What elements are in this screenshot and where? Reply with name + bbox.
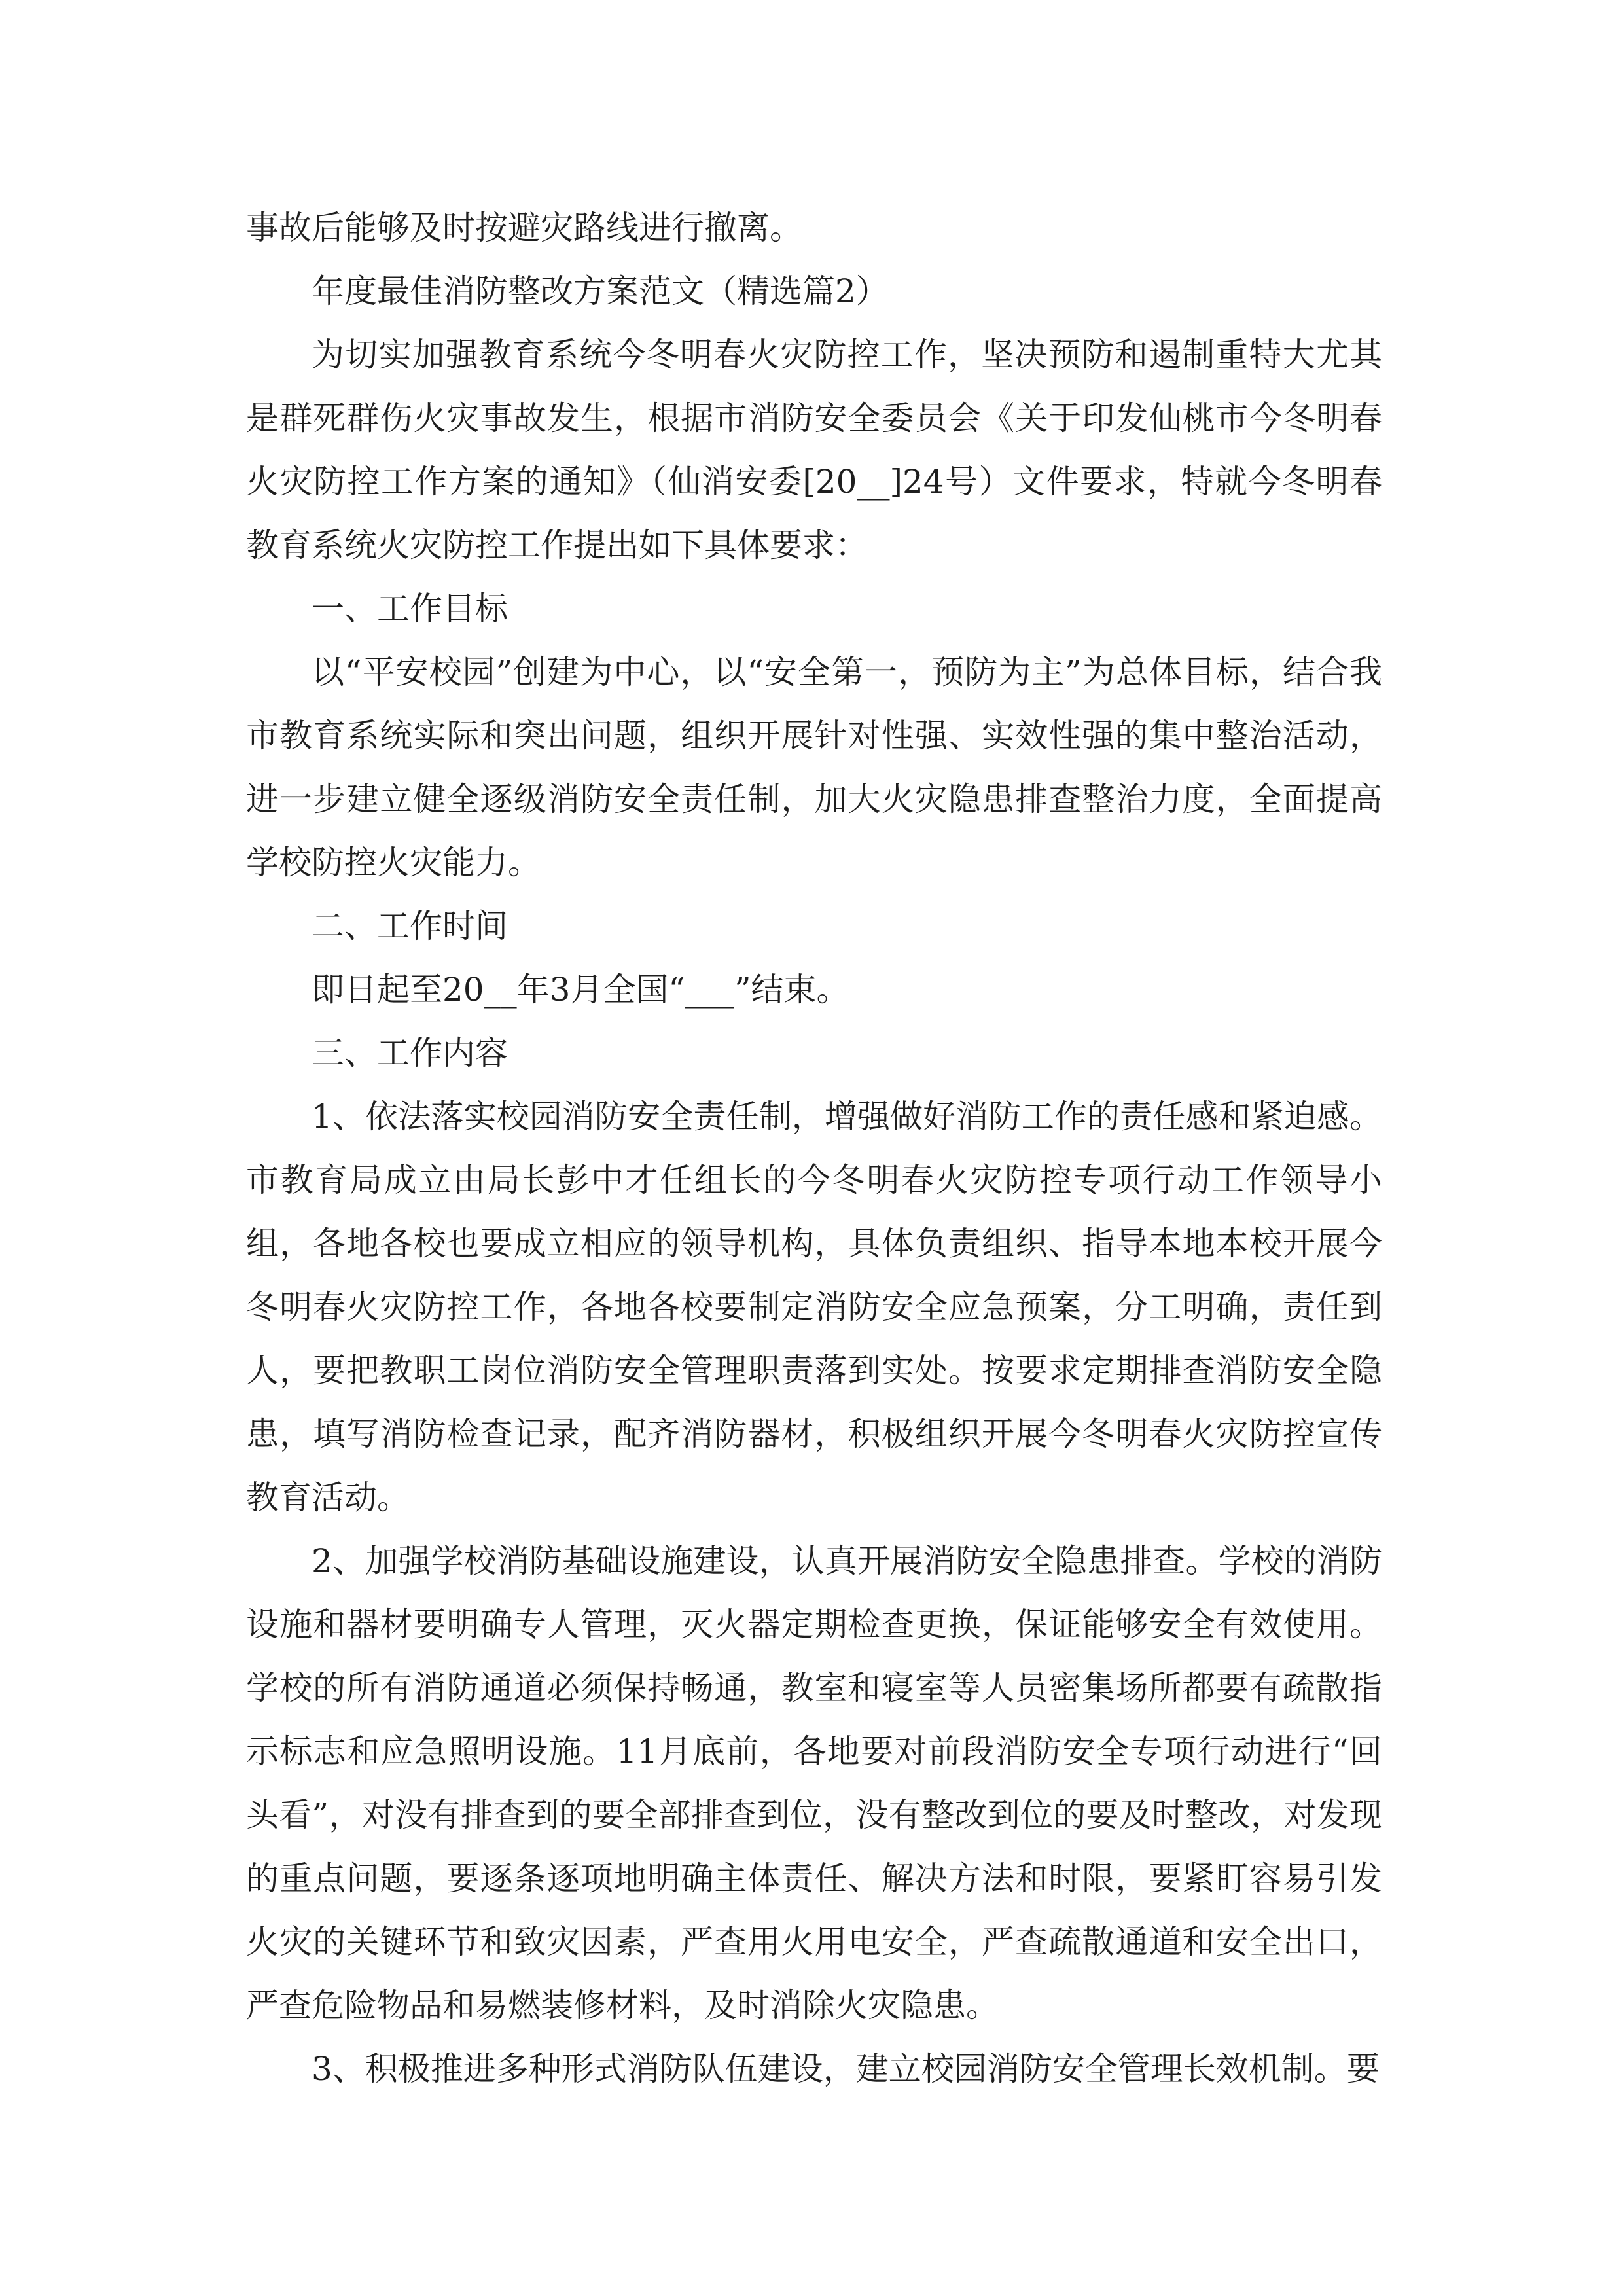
document-body	[246, 196, 1382, 2101]
heading-work-content: 三、工作内容	[312, 1034, 508, 1072]
paragraph-work-time: 即日起至20__年3月全国“___”结束。	[312, 971, 849, 1009]
heading-work-time: 二、工作时间	[312, 907, 508, 945]
paragraph-continuation: 事故后能够及时按避灾路线进行撤离。	[246, 209, 802, 247]
section-title: 年度最佳消防整改方案范文（精选篇2）	[312, 272, 889, 310]
paragraph-item-2: 2、加强学校消防基础设施建设，认真开展消防安全隐患排查。学校的消防设施和器材要明确专人管理，灭火器定期检查更换，保证能够安全有效使用。学校的所有消防通道必须保持畅通，教室和寝室等人员密集场所都要有疏散指示标志和应急照明设施。11月底前，各地要对前段消防安全专项行动进行“回头看”，对没有排查到的要全部排查到位，没有整改到位的要及时整改，对发现的重点问题，要逐条逐项地明确主体责任、解决方法和时限，要紧盯容易引发火灾的关键环节和致灾因素，严查用火用电安全，严查疏散通道和安全出口，严查危险物品和易燃装修材料，及时消除火灾隐患。	[246, 1542, 1382, 2024]
heading-work-goal: 一、工作目标	[312, 590, 508, 628]
paragraph-intro: 为切实加强教育系统今冬明春火灾防控工作，坚决预防和遏制重特大尤其是群死群伤火灾事故发生，根据市消防安全委员会《关于印发仙桃市今冬明春火灾防控工作方案的通知》（仙消安委[20__]24号）文件要求，特就今冬明春教育系统火灾防控工作提出如下具体要求：	[246, 336, 1382, 564]
paragraph-item-1: 1、依法落实校园消防安全责任制，增强做好消防工作的责任感和紧迫感。市教育局成立由局长彭中才任组长的今冬明春火灾防控专项行动工作领导小组，各地各校也要成立相应的领导机构，具体负责组织、指导本地本校开展今冬明春火灾防控工作，各地各校要制定消防安全应急预案，分工明确，责任到人，要把教职工岗位消防安全管理职责落到实处。按要求定期排查消防安全隐患，填写消防检查记录，配齐消防器材，积极组织开展今冬明春火灾防控宣传教育活动。	[246, 1098, 1382, 1516]
paragraph-item-3: 3、积极推进多种形式消防队伍建设，建立校园消防安全管理长效机制。要	[312, 2050, 1380, 2088]
paragraph-work-goal: 以“平安校园”创建为中心，以“安全第一，预防为主”为总体目标，结合我市教育系统实际和突出问题，组织开展针对性强、实效性强的集中整治活动，进一步建立健全逐级消防安全责任制，加大火灾隐患排查整治力度，全面提高学校防控火灾能力。	[246, 653, 1382, 882]
